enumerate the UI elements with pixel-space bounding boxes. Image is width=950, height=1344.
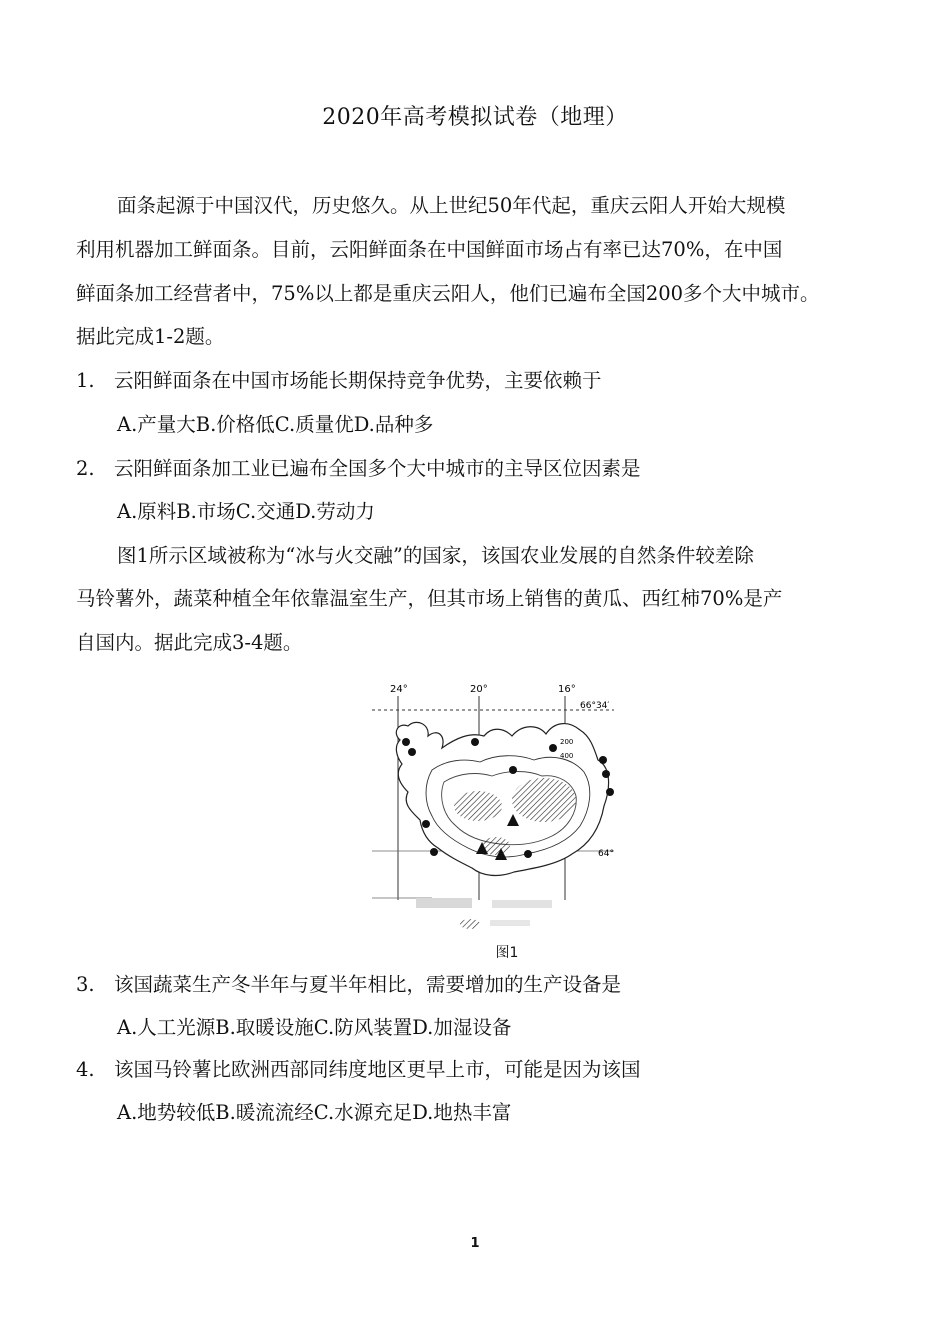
question-4-number: 4. xyxy=(76,1058,95,1081)
question-3-number: 3. xyxy=(76,973,95,996)
question-2-stem: 云阳鲜面条加工业已遍布全国多个大中城市的主导区位因素是 xyxy=(114,457,641,480)
lon-label-16: 16° xyxy=(558,684,576,695)
lat-label-arctic: 66°34′ xyxy=(580,701,610,711)
question-2-number: 2. xyxy=(76,457,95,480)
question-4-stem: 该国马铃薯比欧洲西部同纬度地区更早上市，可能是因为该国 xyxy=(114,1058,641,1081)
question-1 xyxy=(76,371,602,391)
question-2 xyxy=(76,459,641,479)
question-1-number: 1. xyxy=(76,369,95,392)
passage2-line-2: 马铃薯外，蔬菜种植全年依靠温室生产，但其市场上销售的黄瓜、西红柿70%是产 xyxy=(76,587,783,610)
town-dot xyxy=(430,848,438,856)
question-2-options: A.原料B.市场C.交通D.劳动力 xyxy=(117,500,375,523)
question-1-stem: 云阳鲜面条在中国市场能长期保持竞争优势，主要依赖于 xyxy=(114,369,602,392)
contour-label-400: 400 xyxy=(560,752,574,760)
glacier-east xyxy=(512,778,576,822)
glacier-west xyxy=(454,791,502,821)
passage2-line-3: 自国内。据此完成3-4题。 xyxy=(76,631,303,654)
town-dot xyxy=(408,748,416,756)
page-number: 1 xyxy=(470,1236,480,1251)
legend-hatch xyxy=(460,919,480,929)
town-dot xyxy=(602,770,610,778)
passage1-line-1: 面条起源于中国汉代，历史悠久。从上世纪50年代起，重庆云阳人开始大规模 xyxy=(117,194,786,217)
passage1-line-4: 据此完成1-2题。 xyxy=(76,325,225,348)
question-3-options: A.人工光源B.取暖设施C.防风装置D.加湿设备 xyxy=(117,1016,512,1039)
town-dot xyxy=(422,820,430,828)
lon-label-24: 24° xyxy=(390,684,408,695)
question-1-options: A.产量大B.价格低C.质量优D.品种多 xyxy=(117,413,434,436)
town-dot xyxy=(606,788,614,796)
question-4-options: A.地势较低B.暖流流经C.水源充足D.地热丰富 xyxy=(117,1101,512,1124)
page-title: 2020年高考模拟试卷（地理） xyxy=(322,105,628,130)
figure-caption: 图1 xyxy=(495,945,519,961)
town-dot xyxy=(599,756,607,764)
passage1-line-3: 鲜面条加工经营者中，75%以上都是重庆云阳人，他们已遍布全国200多个大中城市。 xyxy=(76,282,820,305)
question-3 xyxy=(76,975,621,995)
passage2-line-1: 图1所示区域被称为“冰与火交融”的国家，该国农业发展的自然条件较差除 xyxy=(117,544,754,567)
town-dot xyxy=(549,744,557,752)
town-dot xyxy=(471,738,479,746)
question-4 xyxy=(76,1060,641,1080)
lon-label-20: 20° xyxy=(470,684,488,695)
town-dot xyxy=(402,738,410,746)
iceland-map-figure xyxy=(372,678,622,963)
town-dot xyxy=(524,850,532,858)
question-3-stem: 该国蔬菜生产冬半年与夏半年相比，需要增加的生产设备是 xyxy=(114,973,622,996)
lat-label-64: 64° xyxy=(598,849,614,859)
passage1-line-2: 利用机器加工鲜面条。目前，云阳鲜面条在中国鲜面市场占有率已达70%，在中国 xyxy=(76,238,783,261)
contour-label-200: 200 xyxy=(560,738,574,746)
town-dot xyxy=(509,766,517,774)
